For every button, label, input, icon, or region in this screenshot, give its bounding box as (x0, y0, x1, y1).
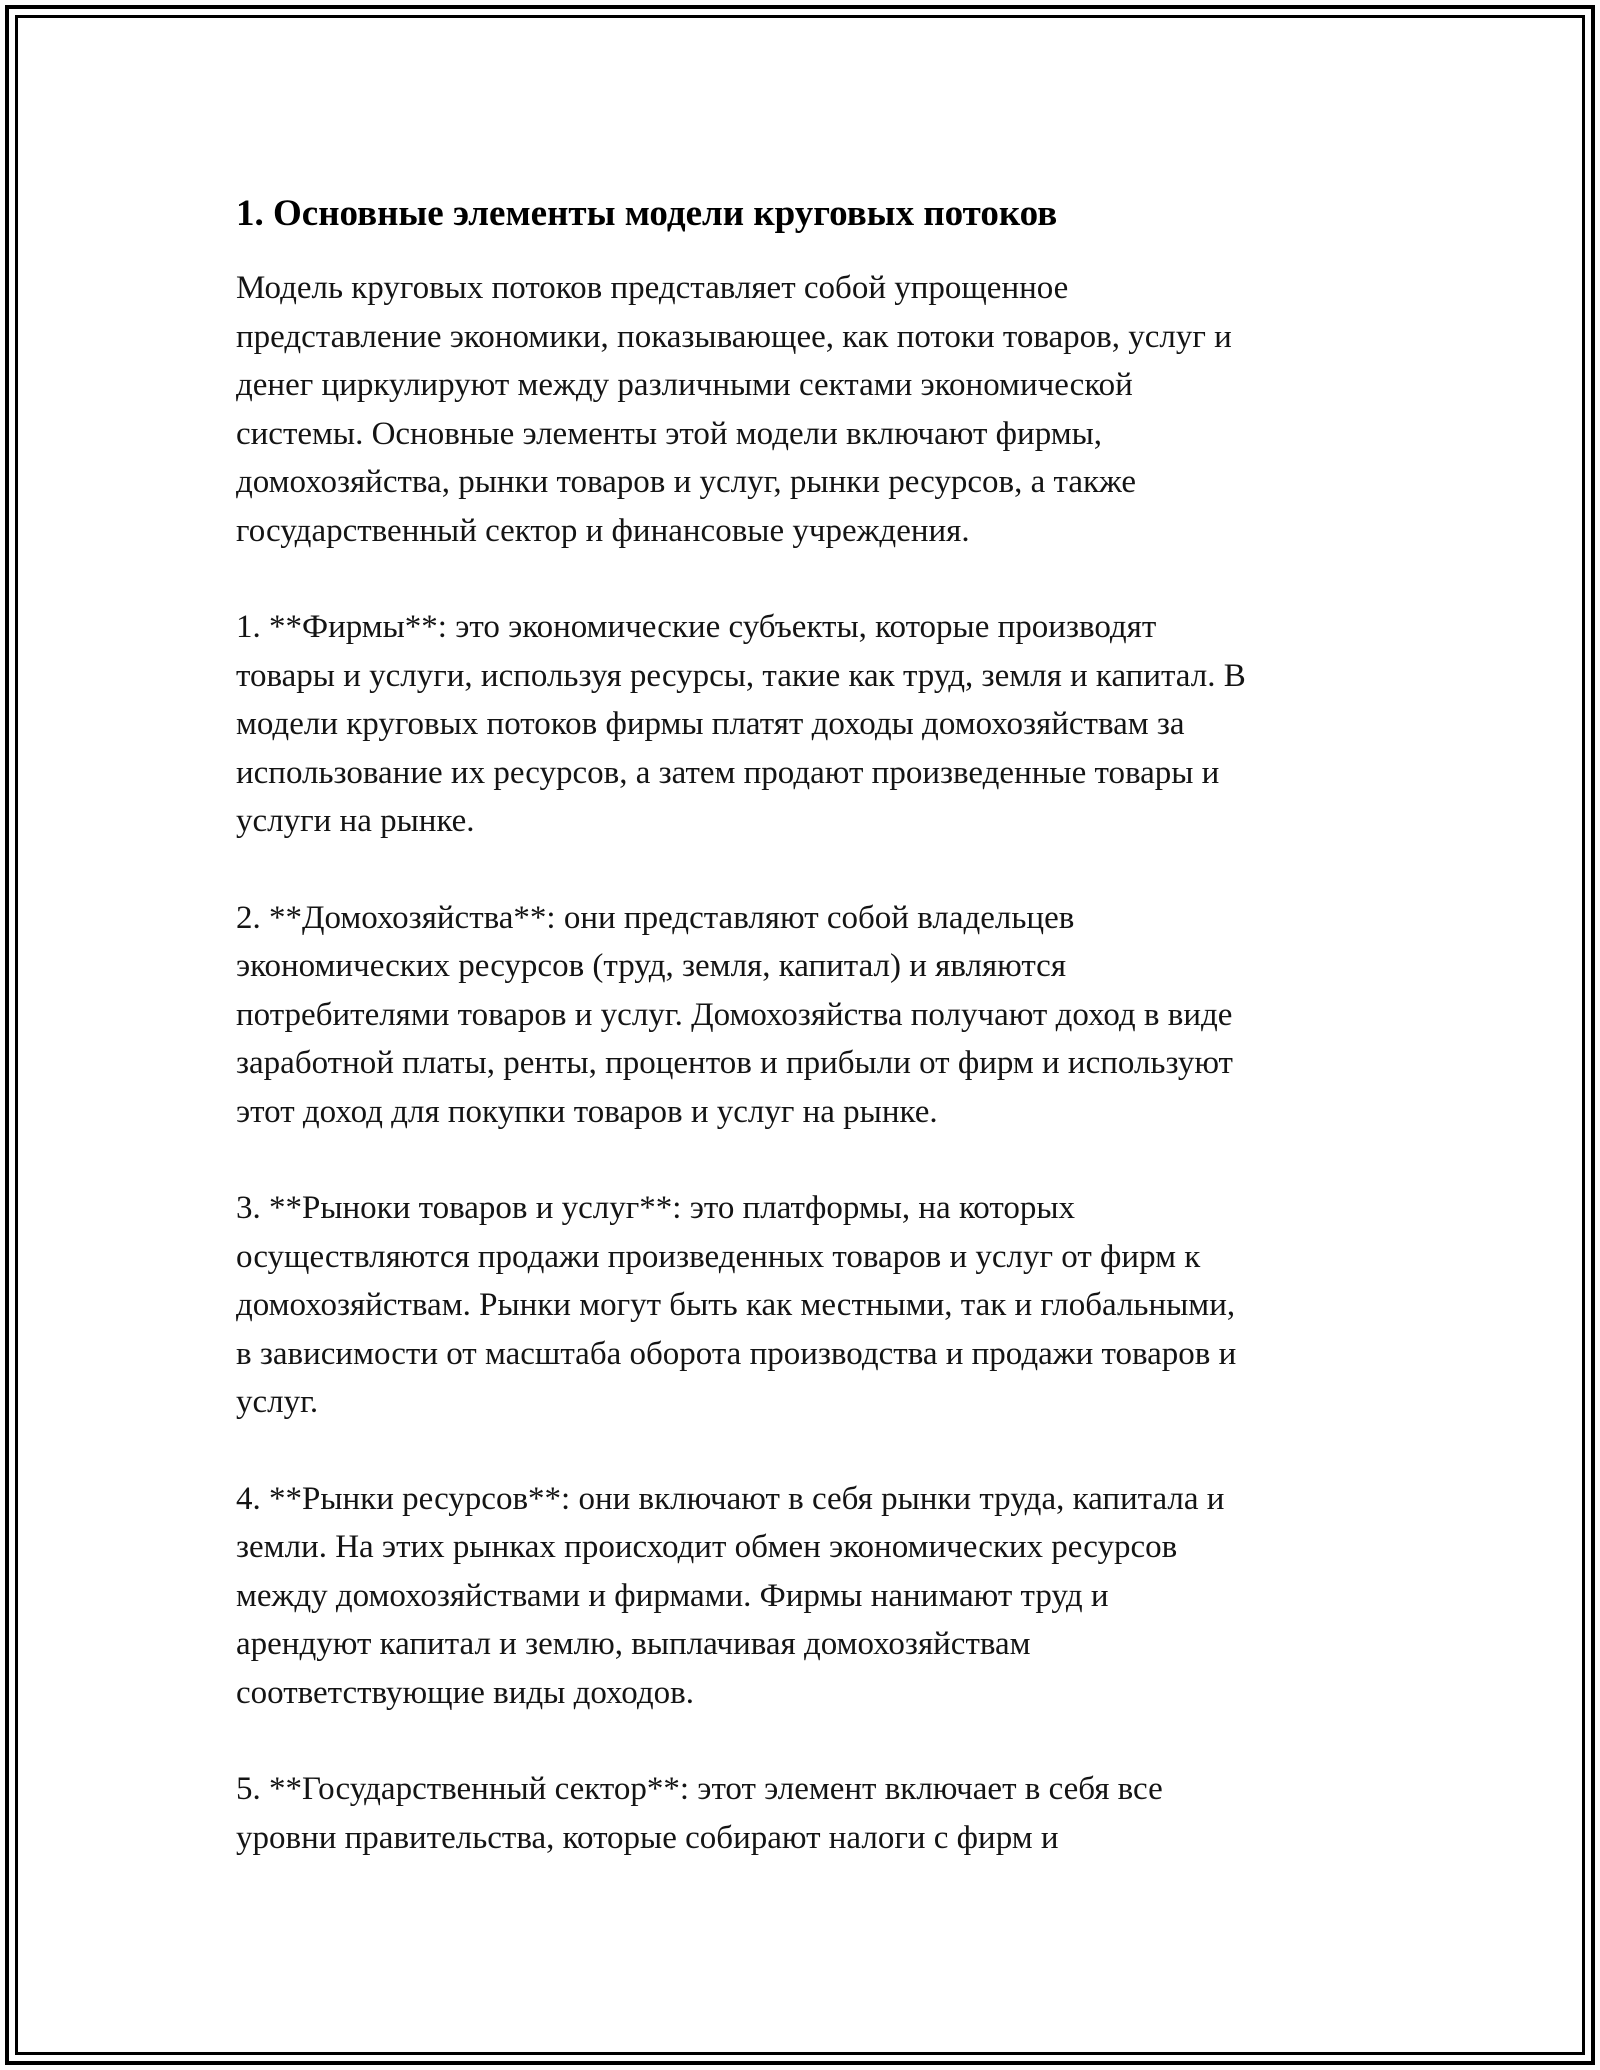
paragraph-firms: 1. **Фирмы**: это экономические субъекты, которые производят товары и услуги, используя ресурсы, такие как труд, земля и капитал. В модели круговых потоков фирмы платят доходы домохозяйствам за использование их ресурсов, а затем продают произведенные товары и услуги на рынке. (236, 609, 1246, 839)
document-body (236, 186, 1366, 1910)
intro-paragraph: Модель круговых потоков представляет собой упрощенное представление экономики, показывающее, как потоки товаров, услуг и денег циркулируют между различными сектами экономической системы. Основные элементы этой модели включают фирмы, домохозяйства, рынки товаров и услуг, рынки ресурсов, а также государственный сектор и финансовые учреждения. (236, 270, 1232, 549)
section-title: 1. Основные элементы модели круговых потоков (236, 193, 1058, 234)
paragraph-government-sector: 5. **Государственный сектор**: этот элемент включает в себя все уровни правительства, которые собирают налоги с фирм и (236, 1771, 1163, 1856)
paragraph-households: 2. **Домохозяйства**: они представляют собой владельцев экономических ресурсов (труд, земля, капитал) и являются потребителями товаров и услуг. Домохозяйства получают доход в виде заработной платы, ренты, процентов и прибыли от фирм и используют этот доход для покупки товаров и услуг на рынке. (236, 899, 1233, 1130)
paragraph-resource-markets: 4. **Рынки ресурсов**: они включают в себя рынки труда, капитала и земли. На этих рынках происходит обмен экономических ресурсов между домохозяйствами и фирмами. Фирмы нанимают труд и арендуют капитал и землю, выплачивая домохозяйствам соответствующие виды доходов. (236, 1480, 1225, 1711)
paragraph-goods-markets: 3. **Рыноки товаров и услуг**: это платформы, на которых осуществляются продажи произведенных товаров и услуг от фирм к домохозяйствам. Рынки могут быть как местными, так и глобальными, в зависимости от масштаба оборота производства и продажи товаров и услуг. (236, 1190, 1237, 1420)
